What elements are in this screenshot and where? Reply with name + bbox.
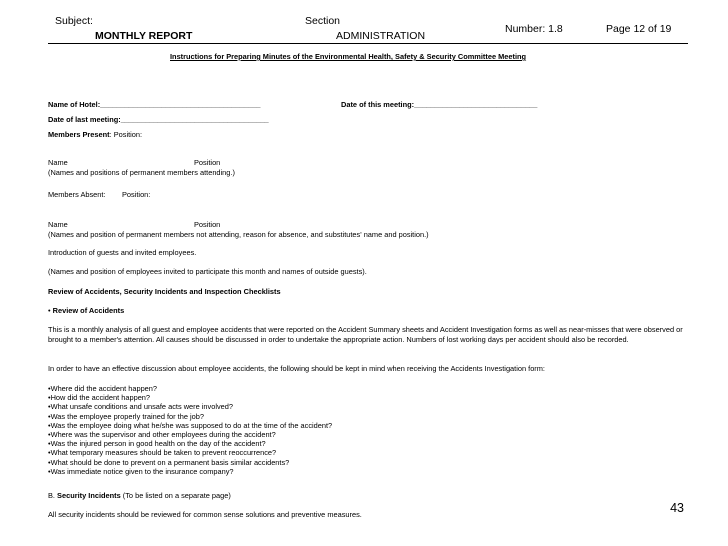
hotel-name-label: Name of Hotel: (48, 100, 101, 109)
last-meeting-line: ____________________________________ (120, 115, 269, 124)
last-meeting-label: Date of last meeting: (48, 115, 121, 124)
accident-questions-list (48, 384, 332, 476)
absent-position-column: Position (194, 220, 221, 229)
security-note: (To be listed on a separate page) (120, 491, 231, 500)
document-title: Instructions for Preparing Minutes of the Environmental Health, Safety & Security Committee Meeting (170, 52, 527, 61)
page-indicator: Page 12 of 19 (606, 23, 672, 35)
list-item: •Where was the supervisor and other employees during the accident? (48, 430, 276, 440)
present-note: (Names and positions of permanent members attending.) (48, 168, 235, 177)
members-present-position: : Position: (109, 130, 143, 139)
guests-intro: Introduction of guests and invited employees. (48, 248, 197, 257)
security-paragraph: All security incidents should be reviewed for common sense solutions and preventive measures. (48, 510, 362, 519)
document-number: Number: 1.8 (505, 23, 563, 35)
review-accidents-heading (48, 306, 124, 316)
section-label: Section (305, 15, 341, 27)
list-item: •Was the injured person in good health on the day of the accident? (48, 439, 266, 449)
subject-value: MONTHLY REPORT (95, 30, 193, 42)
discussion-paragraph: In order to have an effective discussion about employee accidents, the following should be kept in mind when receiving the Accidents Investigation form: (48, 364, 545, 373)
members-present-heading (48, 130, 142, 140)
page-number: 43 (670, 501, 684, 515)
list-item: •How did the accident happen? (48, 393, 151, 403)
accidents-paragraph: This is a monthly analysis of all guest and employee accidents that were reported on the Accident Summary sheets and Accident Investigation forms as well as near-misses that were observed or brought to a member's attention. All causes should be discussed in order to undertake the appropriate action. Numbers of lost working days per accident should also be recorded. (48, 325, 683, 344)
security-prefix: B. (48, 491, 58, 500)
members-absent-label: Members Absent: (48, 190, 106, 199)
review-heading: Review of Accidents, Security Incidents and Inspection Checklists (48, 287, 281, 296)
bullet: • (48, 306, 53, 315)
list-item: •What should be done to prevent on a permanent basis similar accidents? (48, 457, 290, 467)
section-value: ADMINISTRATION (336, 30, 426, 42)
absent-name-column: Name (48, 220, 68, 229)
members-absent-position: Position: (122, 190, 151, 199)
last-meeting-field (48, 115, 269, 125)
meeting-date-line: ______________________________ (414, 100, 538, 109)
list-item: •What unsafe conditions and unsafe acts were involved? (48, 402, 234, 412)
list-item: •Was the employee doing what he/she was supposed to do at the time of the accident? (48, 420, 333, 430)
hotel-name-line: _______________________________________ (100, 100, 261, 109)
members-present-label: Members Present (48, 130, 110, 139)
meeting-date-label: Date of this meeting: (341, 100, 415, 109)
list-item: •Was immediate notice given to the insurance company? (48, 466, 234, 476)
list-item: •What temporary measures should be taken to prevent reoccurrence? (48, 448, 277, 458)
list-item: •Where did the accident happen? (48, 384, 158, 393)
present-name-column: Name (48, 158, 68, 167)
subject-label: Subject: (55, 15, 93, 27)
security-label: Security Incidents (57, 491, 121, 500)
absent-note: (Names and position of permanent members not attending, reason for absence, and substitutes' name and position.) (48, 230, 429, 239)
guests-note: (Names and position of employees invited to participate this month and names of outside guests). (48, 267, 367, 276)
hotel-name-field (48, 100, 260, 110)
meeting-date-field (341, 100, 537, 110)
list-item: •Was the employee properly trained for the job? (48, 411, 204, 421)
present-position-column: Position (194, 158, 221, 167)
review-accidents-label: Review of Accidents (52, 306, 125, 315)
security-incidents-heading (48, 491, 231, 501)
